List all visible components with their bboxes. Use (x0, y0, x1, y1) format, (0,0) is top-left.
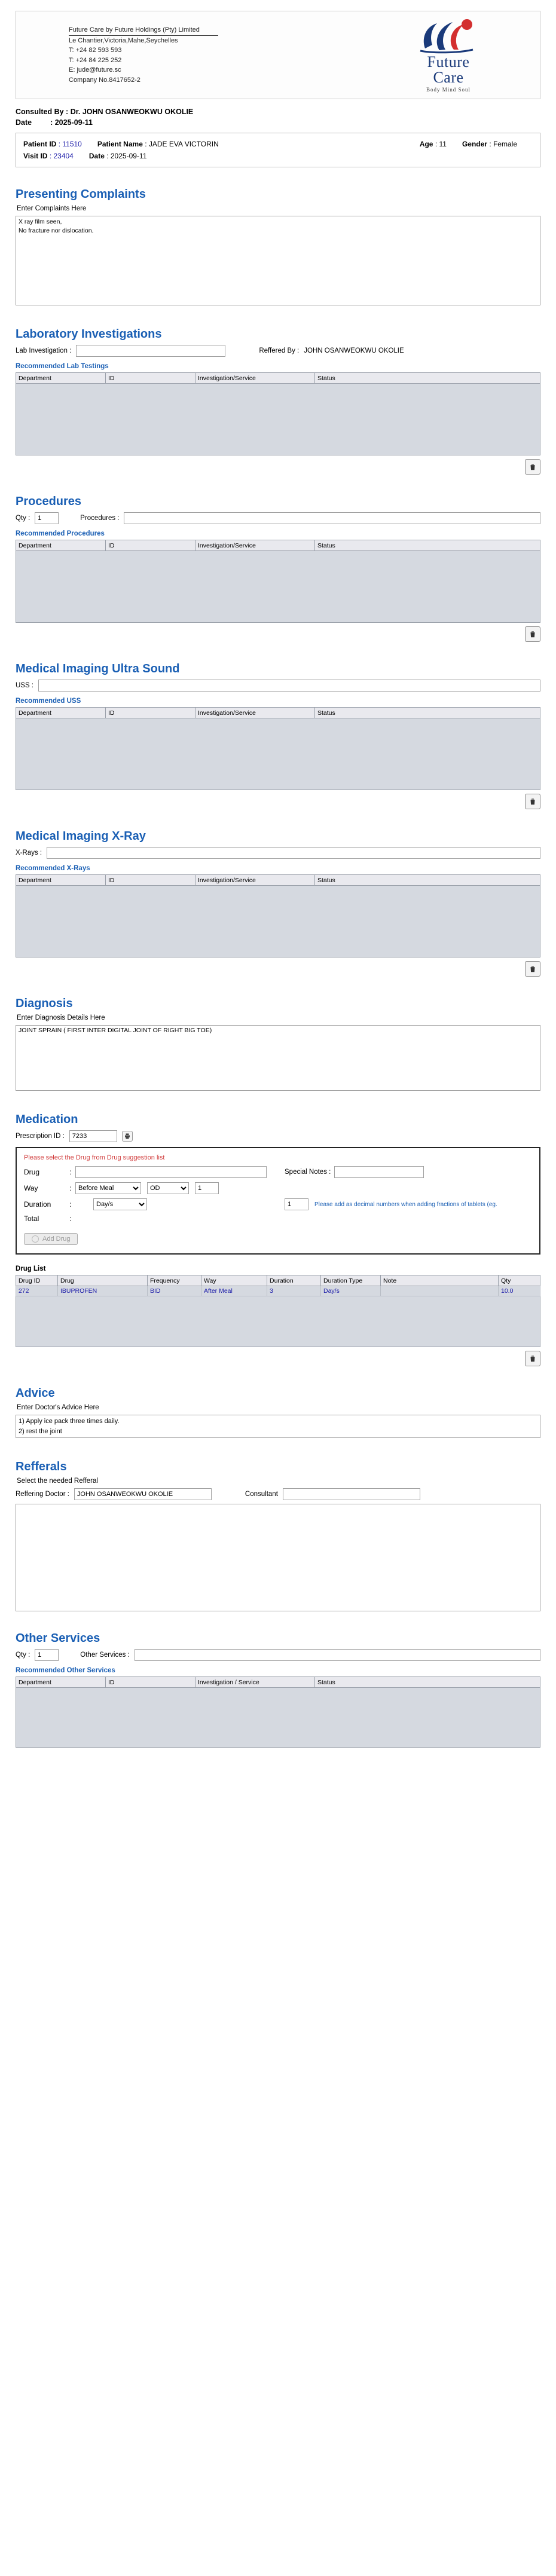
other-services-empty-body (16, 1688, 540, 1748)
age-label: Age (419, 140, 433, 148)
uss-col-id: ID (106, 708, 195, 718)
prescription-print-button[interactable] (122, 1131, 133, 1142)
referred-by-value: JOHN OSANWEOKWU OKOLIE (304, 347, 404, 354)
presenting-complaints-title: Presenting Complaints (16, 188, 146, 201)
date-colon: : (50, 118, 53, 127)
procedures-delete-button[interactable] (525, 626, 540, 642)
advice-title: Advice (16, 1387, 55, 1400)
special-notes-input[interactable] (334, 1166, 424, 1178)
other-services-qty-input[interactable] (35, 1649, 59, 1661)
patient-id-label: Patient ID (23, 140, 57, 148)
medical-imaging-xray-title: Medical Imaging X-Ray (16, 830, 146, 843)
lab-col-service: Investigation/Service (195, 373, 315, 384)
proc-col-status: Status (315, 540, 540, 551)
drug-row-duration-type: Day/s (321, 1286, 381, 1296)
referring-doctor-input[interactable] (74, 1488, 212, 1500)
medical-imaging-uss-title: Medical Imaging Ultra Sound (16, 662, 180, 675)
uss-empty-body (16, 718, 540, 790)
drug-col-note: Note (381, 1275, 499, 1286)
referred-by-label: Reffered By : (259, 347, 300, 354)
consulted-by-colon: : (66, 108, 69, 116)
lab-col-department: Department (16, 373, 106, 384)
patient-info-box (16, 133, 540, 167)
drug-row-way: After Meal (201, 1286, 267, 1296)
xray-table (16, 874, 540, 886)
procedures-table (16, 540, 540, 551)
trash-icon (528, 1354, 537, 1363)
uss-col-status: Status (315, 708, 540, 718)
consultant-input[interactable] (283, 1488, 420, 1500)
total-label: Total (24, 1214, 39, 1223)
xray-delete-button[interactable] (525, 961, 540, 977)
procedures-qty-input[interactable] (35, 512, 59, 524)
consulted-by-value: Dr. JOHN OSANWEOKWU OKOLIE (70, 108, 194, 116)
complaints-textarea[interactable] (16, 216, 540, 305)
drug-col-way: Way (201, 1275, 267, 1286)
drug-label: Drug (24, 1168, 40, 1176)
recommended-uss-link[interactable]: Recommended USS (16, 697, 81, 705)
drug-list-title: Drug List (16, 1265, 46, 1272)
drug-col-frequency: Frequency (148, 1275, 201, 1286)
other-services-qty-label: Qty : (16, 1651, 30, 1659)
printer-icon (124, 1133, 131, 1140)
frequency-select[interactable] (147, 1182, 189, 1194)
xray-col-service: Investigation/Service (195, 875, 315, 886)
special-notes-label: Special Notes : (285, 1168, 331, 1176)
laboratory-investigations-title: Laboratory Investigations (16, 328, 162, 341)
drug-col-drug: Drug (58, 1275, 148, 1286)
patient-name-value: : JADE EVA VICTORIN (145, 140, 219, 148)
gender-label: Gender (462, 140, 487, 148)
trash-icon (528, 463, 537, 471)
trash-icon (528, 965, 537, 973)
lab-results-empty-body (16, 384, 540, 455)
xray-field-label: X-Rays : (16, 849, 42, 856)
procedures-input[interactable] (124, 512, 540, 524)
drug-row-note (381, 1286, 499, 1296)
duration-label: Duration (24, 1200, 51, 1209)
uss-input[interactable] (38, 680, 540, 692)
recommended-xrays-link[interactable]: Recommended X-Rays (16, 865, 90, 872)
drug-row-qty: 10.0 (499, 1286, 540, 1296)
drug-selection-warning: Please select the Drug from Drug suggestion list (24, 1154, 165, 1161)
visit-date-value: : 2025-09-11 (106, 152, 147, 160)
logo-text-future: Future (427, 53, 470, 71)
proc-col-department: Department (16, 540, 106, 551)
procedures-title: Procedures (16, 495, 82, 508)
add-drug-label: Add Drug (42, 1235, 71, 1243)
os-col-department: Department (16, 1677, 106, 1688)
os-col-id: ID (106, 1677, 195, 1688)
logo-tagline: Body Mind Soul (426, 87, 471, 93)
procedures-qty-label: Qty : (16, 515, 30, 522)
table-row[interactable] (16, 1286, 540, 1296)
duration-qty-input[interactable] (285, 1198, 308, 1210)
recommended-procedures-link[interactable]: Recommended Procedures (16, 530, 105, 537)
clinic-company-no: Company No.8417652-2 (69, 76, 140, 84)
os-col-status: Status (315, 1677, 540, 1688)
duration-type-select[interactable] (93, 1198, 147, 1210)
proc-col-id: ID (106, 540, 195, 551)
date-value: 2025-09-11 (54, 118, 93, 127)
diagnosis-title: Diagnosis (16, 997, 73, 1010)
frequency-qty-input[interactable] (195, 1182, 219, 1194)
clinic-tel-2: T: +24 84 225 252 (69, 56, 122, 64)
other-services-title: Other Services (16, 1632, 100, 1645)
date-label: Date (16, 118, 32, 127)
consulted-by-label: Consulted By (16, 108, 64, 116)
proc-col-service: Investigation/Service (195, 540, 315, 551)
referring-doctor-label: Reffering Doctor : (16, 1491, 69, 1498)
uss-table (16, 707, 540, 718)
xray-col-id: ID (106, 875, 195, 886)
referrals-sub-label: Select the needed Refferal (17, 1477, 98, 1485)
prescription-id-label: Prescription ID : (16, 1133, 65, 1140)
drug-col-id: Drug ID (16, 1275, 58, 1286)
drug-col-duration-type: Duration Type (321, 1275, 381, 1286)
consultant-label: Consultant (245, 1491, 278, 1498)
visit-id-value: : 23404 (49, 152, 74, 160)
lab-delete-button[interactable] (525, 459, 540, 475)
clinic-tel-1: T: +24 82 593 593 (69, 47, 122, 54)
lab-investigation-label: Lab Investigation : (16, 347, 72, 354)
prescription-id-input[interactable] (69, 1130, 117, 1142)
other-services-field-label: Other Services : (80, 1651, 130, 1659)
drug-col-duration: Duration (267, 1275, 321, 1286)
diagnosis-textarea[interactable] (16, 1025, 540, 1091)
xray-input[interactable] (47, 847, 540, 859)
referrals-title: Refferals (16, 1460, 67, 1473)
lab-col-status: Status (315, 373, 540, 384)
way-select[interactable] (75, 1182, 141, 1194)
drug-list-table (16, 1275, 540, 1296)
uss-field-label: USS : (16, 682, 34, 689)
age-value: : 11 (435, 140, 447, 148)
logo-text-care: Care (433, 69, 464, 86)
xray-col-department: Department (16, 875, 106, 886)
add-drug-button[interactable] (24, 1233, 78, 1245)
uss-col-department: Department (16, 708, 106, 718)
drug-row-id: 272 (16, 1286, 58, 1296)
xray-col-status: Status (315, 875, 540, 886)
advice-textarea[interactable] (16, 1415, 540, 1438)
gender-value: : Female (489, 140, 517, 148)
drug-delete-button[interactable] (525, 1351, 540, 1366)
medication-title: Medication (16, 1113, 78, 1126)
consult-date-row (16, 118, 540, 127)
logo-block (404, 17, 529, 93)
recommended-lab-testings-link[interactable]: Recommended Lab Testings (16, 363, 109, 370)
drug-list-empty-body (16, 1296, 540, 1347)
way-label: Way (24, 1184, 38, 1192)
advice-sub-label: Enter Doctor's Advice Here (17, 1404, 99, 1411)
trash-icon (528, 797, 537, 806)
decimal-note: Please add as decimal numbers when adding fractions of tablets (eg. (314, 1201, 497, 1208)
other-services-table (16, 1676, 540, 1688)
clinic-name: Future Care by Future Holdings (Pty) Limited (69, 25, 218, 36)
visit-date-label: Date (88, 152, 105, 160)
procedures-empty-body (16, 551, 540, 623)
os-col-service: Investigation / Service (195, 1677, 315, 1688)
patient-name-label: Patient Name (97, 140, 143, 148)
procedures-field-label: Procedures : (80, 515, 120, 522)
clinic-address: Le Chantier,Victoria,Mahe,Seychelles (69, 36, 178, 44)
lab-col-id: ID (106, 373, 195, 384)
drug-row-drug: IBUPROFEN (58, 1286, 148, 1296)
uss-col-service: Investigation/Service (195, 708, 315, 718)
drug-col-qty: Qty (499, 1275, 540, 1286)
drug-input[interactable] (75, 1166, 267, 1178)
trash-icon (528, 630, 537, 638)
lab-results-table (16, 372, 540, 384)
future-care-logo-icon (404, 17, 493, 54)
uss-delete-button[interactable] (525, 794, 540, 809)
lab-investigation-input[interactable] (76, 345, 225, 357)
xray-empty-body (16, 886, 540, 957)
visit-id-label: Visit ID (23, 152, 48, 160)
other-services-input[interactable] (135, 1649, 540, 1661)
letterhead (16, 11, 540, 99)
drug-row-duration: 3 (267, 1286, 321, 1296)
clinic-details (27, 25, 218, 85)
patient-id-value: : 11510 (58, 140, 82, 148)
referrals-panel[interactable] (16, 1504, 540, 1611)
complaints-sub-label: Enter Complaints Here (17, 205, 87, 212)
plus-icon (32, 1235, 39, 1243)
clinic-email: E: jude@future.sc (69, 66, 121, 74)
consulted-by-row (16, 108, 540, 116)
recommended-other-services-link[interactable]: Recommended Other Services (16, 1667, 115, 1674)
diagnosis-sub-label: Enter Diagnosis Details Here (17, 1014, 105, 1021)
medication-entry-panel: Please select the Drug from Drug suggestion list Drug : Special Notes : Way : Before Meal OD 1 Duration : Day/s 1 Please add as decimal numbers when adding fractions of tablets (eg. Total : Add Drug (16, 1147, 540, 1255)
drug-row-frequency: BID (148, 1286, 201, 1296)
